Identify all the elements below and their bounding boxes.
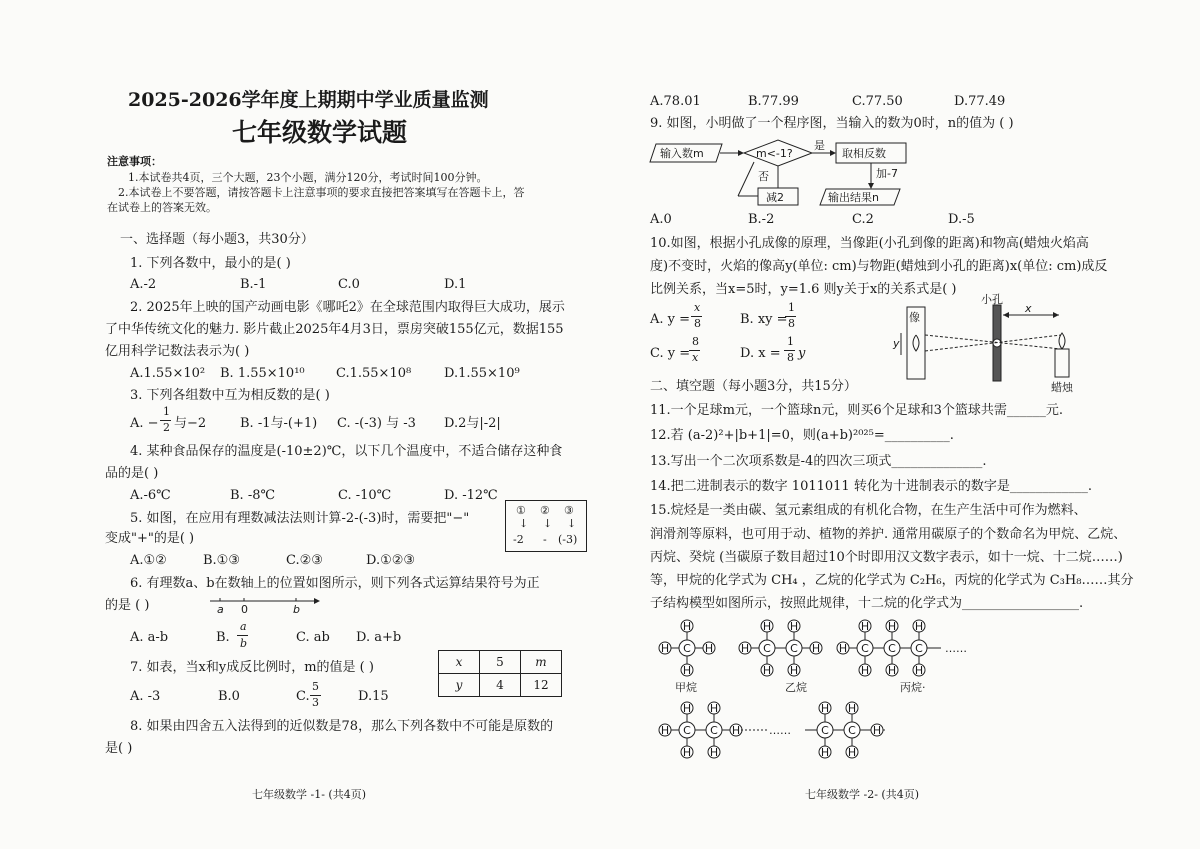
q5-arrow-2: ↓: [543, 517, 553, 530]
q10-option-c-denominator: x: [692, 351, 699, 364]
section-2-heading: 二、填空题（每小题3分，共15分）: [650, 379, 857, 394]
atom-label: H: [762, 620, 772, 633]
q5-arrow-1: ↓: [519, 517, 529, 530]
q3-option-a-denominator: 2: [163, 421, 170, 434]
atom-label: H: [820, 702, 830, 715]
q7-table-row-y: [439, 674, 562, 697]
q7-option-c-numerator: 5: [312, 680, 319, 693]
question-8-line1: 8. 如果由四舍五入法得到的近似数是78，那么下列各数中不可能是原数的: [130, 719, 554, 734]
q10-option-a-denominator: 8: [694, 317, 701, 330]
flow-condition-label: m<-1?: [756, 147, 793, 160]
q6-option-b-denominator: b: [240, 637, 248, 650]
atom-label: H: [914, 664, 924, 677]
q1-option-d: D.1: [444, 277, 467, 292]
molecule-name-methane: 甲烷: [675, 681, 697, 694]
atom-label: H: [838, 642, 848, 655]
atom-label: C: [683, 642, 691, 655]
atom-label: H: [682, 620, 692, 633]
question-14: 14.把二进制表示的数字 1011011 转化为十进制表示的数字是____________.: [650, 479, 1092, 494]
alkane-models: [655, 615, 1075, 775]
question-15-line4: 等，甲烷的化学式为 CH₄ ，乙烷的化学式为 C₂H₆，丙烷的化学式为 C₃H₈……其分: [650, 573, 1134, 588]
pinhole-x-label: x: [1025, 302, 1032, 315]
atom-label: H: [731, 724, 741, 737]
atom-label: H: [887, 620, 897, 633]
atom-label: H: [860, 620, 870, 633]
pinhole-candle-label: 蜡烛: [1051, 381, 1073, 394]
question-5-line2: 变成"+"的是( ): [105, 531, 195, 546]
question-15-line3: 丙烷、癸烷 (当碳原子数目超过10个时即用汉文数字表示，如十一烷、十二烷……): [650, 550, 1123, 565]
question-5-line1: 5. 如图，在应用有理数减法法则计算-2-(-3)时，需要把"−": [130, 511, 470, 526]
atom-label: H: [847, 702, 857, 715]
q3-option-a-rest: 与−2: [174, 416, 207, 431]
atom-label: H: [709, 746, 719, 759]
atom-label: H: [709, 702, 719, 715]
q10-option-d-post: y: [798, 346, 806, 361]
atom-label: C: [821, 724, 829, 737]
q9-option-a: A.0: [650, 212, 672, 227]
question-10-line2: 度)不变时，火焰的像高y(单位: cm)与物距(蜡烛到小孔的距离)x(单位: cm)成反: [650, 259, 1108, 274]
question-8-line2: 是( ): [105, 741, 133, 756]
atom-label: C: [861, 642, 869, 655]
q7-table: [438, 650, 562, 697]
q2-option-b: B. 1.55×10¹⁰: [220, 366, 305, 381]
q6-fraction-bar: [237, 635, 248, 636]
q5-marker-2: ②: [540, 504, 550, 517]
q6-axis-label-0: 0: [241, 603, 248, 616]
atom-label: C: [790, 642, 798, 655]
flow-add7-label: 加-7: [876, 167, 898, 180]
q6-number-line: [210, 595, 320, 615]
atom-label: H: [789, 620, 799, 633]
question-10-line3: 比例关系，当x=5时，y=1.6 则y关于x的关系式是( ): [650, 282, 957, 297]
q2-option-d: D.1.55×10⁹: [444, 366, 520, 381]
atom-label: H: [914, 620, 924, 633]
q3-option-d: D.2与|-2|: [444, 416, 501, 431]
molecule-name-propane: 丙烷·: [900, 681, 926, 694]
section-1-heading: 一、选择题（每小题3，共30分）: [120, 232, 314, 247]
notice-1: 1.本试卷共4页，三个大题，23个小题，满分120分，考试时间100分钟。: [128, 171, 488, 184]
q5-option-d: D.①②③: [366, 553, 416, 568]
q5-option-a: A.①②: [130, 553, 167, 568]
atom-label: H: [872, 724, 882, 737]
ellipsis-text: ……: [945, 642, 967, 655]
atom-label: H: [660, 724, 670, 737]
question-2-line1: 2. 2025年上映的国产动画电影《哪吒2》在全球范围内取得巨大成功，展示: [130, 300, 565, 315]
notice-2b: 在试卷上的答案无效。: [107, 201, 217, 214]
flow-input-label: 输入数m: [660, 147, 704, 160]
atom-label: H: [811, 642, 821, 655]
question-12: 12.若 (a-2)²+|b+1|=0，则(a+b)²⁰²⁵=__________.: [650, 428, 954, 443]
q10-option-d-denominator: 8: [787, 351, 794, 364]
q7-table-row-x: [439, 651, 562, 674]
atom-label: H: [847, 746, 857, 759]
q1-option-a: A.-2: [130, 277, 157, 292]
atom-label: C: [915, 642, 923, 655]
q7-cell: y: [439, 674, 480, 697]
page-footer-1: 七年级数学 -1- (共4页): [252, 788, 367, 801]
atom-label: C: [888, 642, 896, 655]
atom-label: H: [887, 664, 897, 677]
q7-cell: 4: [480, 674, 521, 697]
question-4-line2: 品的是( ): [105, 466, 159, 481]
q7-cell: x: [439, 651, 480, 674]
question-6-line2: 的是 ( ): [105, 598, 150, 613]
question-15-line2: 润滑剂等原料，也可用于动、植物的养护. 通常用碳原子的个数命名为甲烷、乙烷、: [650, 527, 1127, 542]
q7-option-c-prefix: C.: [296, 689, 310, 704]
atom-label: C: [710, 724, 718, 737]
q8-option-c: C.77.50: [852, 94, 903, 109]
question-11: 11.一个足球m元，一个篮球n元，则买6个足球和3个篮球共需______元.: [650, 403, 1064, 418]
question-6-line1: 6. 有理数a、b在数轴上的位置如图所示，则下列各式运算结果符号为正: [130, 576, 540, 591]
q3-option-c: C. -(-3) 与 -3: [337, 416, 416, 431]
q3-option-b: B. -1与-(+1): [240, 416, 318, 431]
question-15-line5: 子结构模型如图所示，按照此规律，十二烷的化学式为__________________.: [650, 596, 1084, 611]
q7-option-a: A. -3: [130, 689, 161, 704]
atom-label: H: [820, 746, 830, 759]
pinhole-diagram: [885, 293, 1085, 395]
question-9: 9. 如图，小明做了一个程序图，当输入的数为0时，n的值为 ( ): [650, 116, 1014, 131]
q7-cell: 5: [480, 651, 521, 674]
atom-label: H: [682, 702, 692, 715]
q9-option-c: C.2: [852, 212, 874, 227]
q6-option-c: C. ab: [296, 630, 330, 645]
q10-option-b-denominator: 8: [788, 317, 795, 330]
q4-option-d: D. -12℃: [444, 488, 498, 503]
q7-option-c-denominator: 3: [312, 696, 319, 709]
page-footer-2: 七年级数学 -2- (共4页): [805, 788, 920, 801]
q10-option-a-prefix: A. y =: [650, 312, 691, 327]
atom-label: C: [763, 642, 771, 655]
q5-term-1: -2: [513, 533, 524, 546]
question-2-line3: 亿用科学记数法表示为( ): [105, 344, 250, 359]
q5-option-c: C.②③: [286, 553, 323, 568]
atom-label: H: [789, 664, 799, 677]
atom-label: H: [682, 746, 692, 759]
question-3: 3. 下列各组数中互为相反数的是( ): [130, 388, 330, 403]
q5-marker-1: ①: [516, 504, 526, 517]
question-4-line1: 4. 某种食品保存的温度是(-10±2)℃，以下几个温度中，不适合储存这种食: [130, 444, 563, 459]
question-2-line2: 了中华传统文化的魅力. 影片截止2025年4月3日，票房突破155亿元，数据155: [105, 322, 564, 337]
q9-flowchart: [650, 138, 910, 208]
question-13: 13.写出一个二次项系数是-4的四次三项式______________.: [650, 454, 987, 469]
q6-option-a: A. a-b: [130, 630, 169, 645]
q4-option-a: A.-6℃: [130, 488, 171, 503]
q10-option-c-numerator: 8: [692, 335, 699, 348]
q6-option-d: D. a+b: [356, 630, 402, 645]
notice-2a: 2.本试卷上不要答题，请按答题卡上注意事项的要求直接把答案填写在答题卡上，答: [118, 186, 525, 199]
atom-label: H: [860, 664, 870, 677]
q8-option-d: D.77.49: [954, 94, 1006, 109]
ellipsis-text: ……: [769, 724, 791, 737]
flow-negate-label: 取相反数: [842, 147, 886, 160]
question-1: 1. 下列各数中，最小的是( ): [130, 256, 291, 271]
q5-option-b: B.①③: [203, 553, 240, 568]
q8-option-b: B.77.99: [748, 94, 799, 109]
flow-output-label: 输出结果n: [828, 191, 879, 204]
q8-option-a: A.78.01: [650, 94, 701, 109]
flow-no-label: 否: [758, 170, 769, 183]
question-15-line1: 15.烷烃是一类由碳、氢元素组成的有机化合物，在生产生活中可作为燃料、: [650, 503, 1087, 518]
q7-cell: 12: [521, 674, 562, 697]
q4-option-c: C. -10℃: [338, 488, 392, 503]
flow-yes-label: 是: [814, 139, 825, 152]
atom-label: H: [704, 642, 714, 655]
q5-marker-3: ③: [564, 504, 574, 517]
q4-option-b: B. -8℃: [230, 488, 276, 503]
q10-option-b-prefix: B. xy =: [740, 312, 788, 327]
exam-title: 2025-2026学年度上期期中学业质量监测: [128, 89, 489, 111]
page-2: [600, 0, 1200, 849]
q3-option-a-numerator: 1: [163, 405, 170, 418]
atom-label: C: [848, 724, 856, 737]
q10-option-d-numerator: 1: [787, 335, 794, 348]
atom-label: H: [740, 642, 750, 655]
q6-option-b-prefix: B.: [216, 630, 230, 645]
notice-heading: 注意事项：: [107, 155, 162, 168]
molecule-name-ethane: 乙烷: [785, 681, 807, 694]
q7-cell: m: [521, 651, 562, 674]
atom-label: H: [762, 664, 772, 677]
q10-option-a-numerator: x: [694, 301, 701, 314]
q10-option-c-prefix: C. y =: [650, 346, 691, 361]
q6-axis-label-a: a: [217, 603, 224, 616]
q5-term-2: -: [543, 533, 547, 546]
q2-option-a: A.1.55×10²: [130, 366, 206, 381]
q10-option-b-numerator: 1: [788, 301, 795, 314]
atom-label: C: [683, 724, 691, 737]
q5-expression-box: [505, 500, 587, 552]
q1-option-c: C.0: [338, 277, 360, 292]
q5-term-3: (-3): [558, 533, 578, 546]
q9-option-d: D.-5: [948, 212, 975, 227]
pinhole-y-label: y: [893, 337, 900, 350]
exam-subject-title: 七年级数学试题: [232, 118, 408, 147]
pinhole-image-label: 像: [909, 311, 920, 324]
atom-label: H: [660, 642, 670, 655]
q2-option-c: C.1.55×10⁸: [336, 366, 412, 381]
atom-label: H: [682, 664, 692, 677]
q9-option-b: B.-2: [748, 212, 775, 227]
q3-option-a-prefix: A. −: [130, 416, 159, 431]
question-7: 7. 如表，当x和y成反比例时，m的值是 ( ): [130, 660, 374, 675]
q5-arrow-3: ↓: [567, 517, 577, 530]
q1-option-b: B.-1: [240, 277, 267, 292]
q6-option-b-numerator: a: [240, 620, 247, 633]
question-10-line1: 10.如图，根据小孔成像的原理，当像距(小孔到像的距离)和物高(蜡烛火焰高: [650, 236, 1089, 251]
pinhole-hole-label: 小孔: [981, 293, 1003, 306]
flow-sub2-label: 减2: [766, 191, 784, 204]
q7-option-d: D.15: [358, 689, 389, 704]
q6-axis-label-b: b: [293, 603, 300, 616]
q7-option-b: B.0: [218, 689, 240, 704]
q10-option-d-prefix: D. x =: [740, 346, 781, 361]
